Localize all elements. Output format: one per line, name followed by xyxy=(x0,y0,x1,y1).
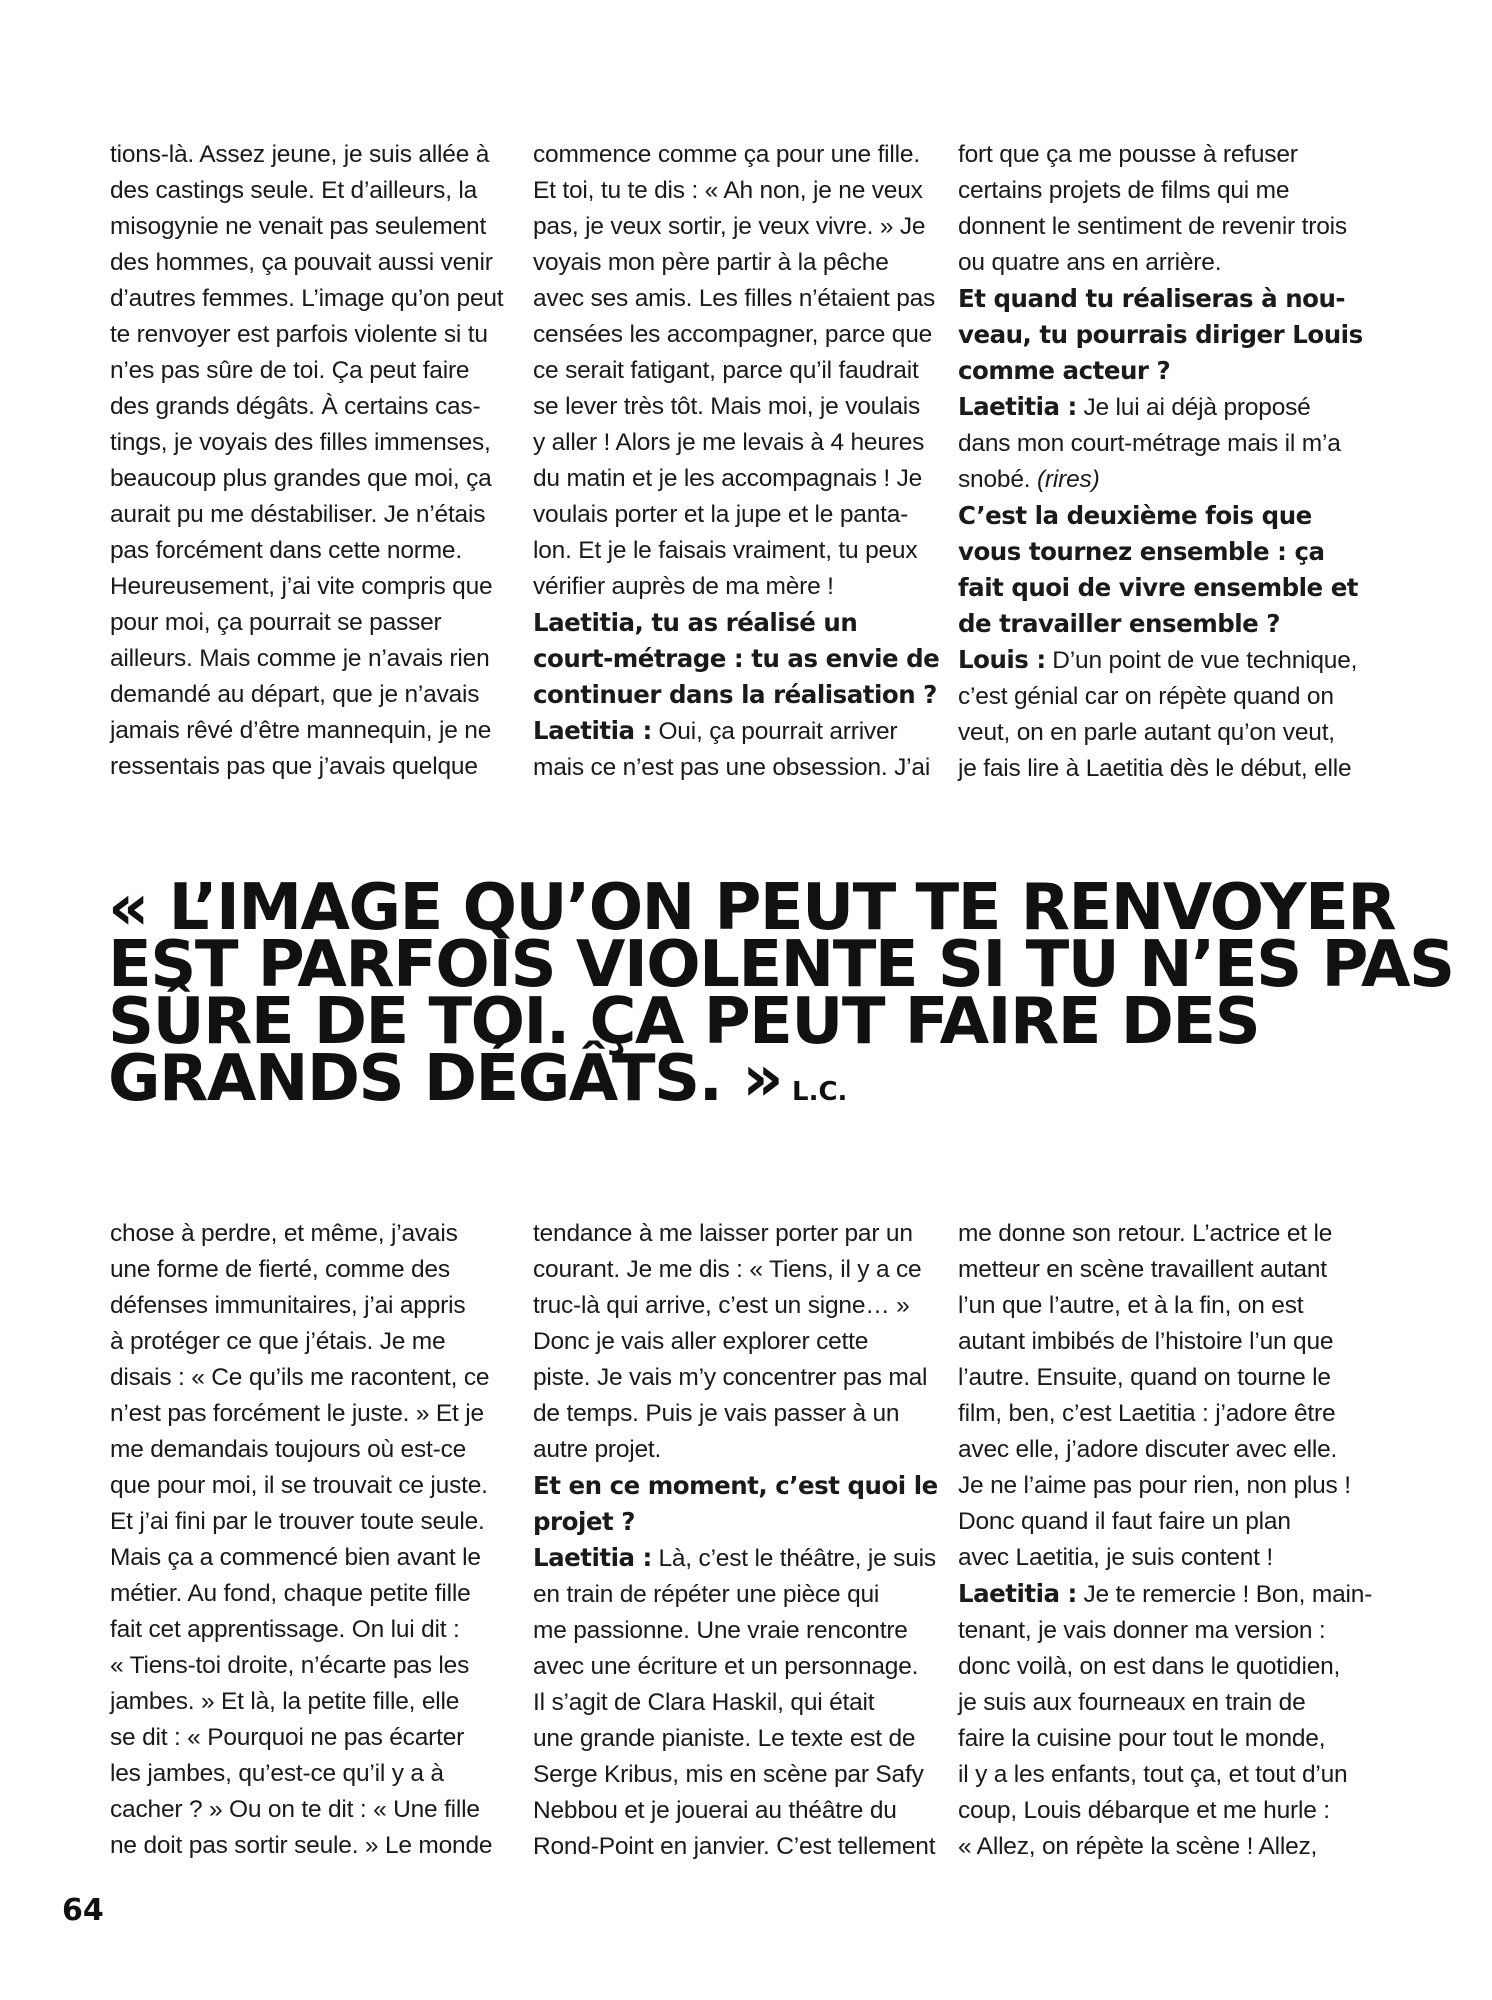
text-line: « Allez, on répète la scène ! Allez, xyxy=(958,1833,1318,1860)
text-line: cacher ? » Ou on te dit : « Une fille xyxy=(110,1796,480,1823)
text-line: ne doit pas sortir seule. » Le monde xyxy=(110,1832,493,1859)
text-line: Rond-Point en janvier. C’est tellement xyxy=(533,1833,936,1860)
text-line: me donne son retour. L’actrice et le xyxy=(958,1220,1333,1247)
text-line: ailleurs. Mais comme je n’avais rien xyxy=(110,645,490,672)
text-line: défenses immunitaires, j’ai appris xyxy=(110,1292,466,1319)
answer-line xyxy=(958,389,1358,426)
speaker-label: Laetitia : xyxy=(533,716,652,745)
answer-line xyxy=(958,462,1358,498)
text-line: se lever très tôt. Mais moi, je voulais xyxy=(533,393,921,420)
answer-text: Oui, ça pourrait arriver xyxy=(651,718,898,745)
interview-question: comme acteur ? xyxy=(958,356,1171,385)
text-line: tenant, je vais donner ma version : xyxy=(958,1617,1326,1644)
answer-text: Là, c’est le théâtre, je suis xyxy=(651,1545,936,1572)
speaker-label: Laetitia : xyxy=(958,1579,1077,1608)
text-line: autre projet. xyxy=(533,1436,662,1463)
text-line: te renvoyer est parfois violente si tu xyxy=(110,321,488,348)
text-line: c’est génial car on répète quand on xyxy=(958,683,1334,710)
text-line: Nebbou et je jouerai au théâtre du xyxy=(533,1797,897,1824)
aside-text: (rires) xyxy=(1036,466,1100,493)
text-line: vérifier auprès de ma mère ! xyxy=(533,573,834,600)
text-line: jamais rêvé d’être mannequin, je ne xyxy=(110,717,492,744)
text-line: n’es pas sûre de toi. Ça peut faire xyxy=(110,357,470,384)
text-line: « Tiens-toi droite, n’écarte pas les xyxy=(110,1652,470,1679)
text-line: me passionne. Une vraie rencontre xyxy=(533,1617,908,1644)
text-line: Et j’ai fini par le trouver toute seule. xyxy=(110,1508,485,1535)
text-line: avec ses amis. Les filles n’étaient pas xyxy=(533,285,936,312)
text-line: l’un que l’autre, et à la fin, on est xyxy=(958,1292,1304,1319)
interview-question: continuer dans la réalisation ? xyxy=(533,680,937,709)
answer-line xyxy=(533,1540,936,1577)
text-line: avec Laetitia, je suis content ! xyxy=(958,1544,1274,1571)
answer-line xyxy=(533,713,933,750)
text-line: tendance à me laisser porter par un xyxy=(533,1220,913,1247)
text-line: que pour moi, il se trouvait ce juste. xyxy=(110,1472,488,1499)
text-line: pour moi, ça pourrait se passer xyxy=(110,609,442,636)
text-line: une grande pianiste. Le texte est de xyxy=(533,1725,916,1752)
pull-quote-text: GRANDS DÉGÂTS. » xyxy=(108,1042,783,1116)
interview-question: court-métrage : tu as envie de xyxy=(533,644,940,673)
text-line: des grands dégâts. À certains cas- xyxy=(110,393,481,420)
text-line: ressentais pas que j’avais quelque xyxy=(110,753,478,780)
text-line: avec une écriture et un personnage. xyxy=(533,1653,919,1680)
column-3-top xyxy=(958,137,1363,787)
text-line: coup, Louis débarque et me hurle : xyxy=(958,1797,1330,1824)
column-2-top xyxy=(533,137,940,786)
text-line: voyais mon père partir à la pêche xyxy=(533,249,889,276)
interview-question: fait quoi de vivre ensemble et xyxy=(958,573,1359,602)
text-line: d’autres femmes. L’image qu’on peut xyxy=(110,285,504,312)
speaker-label: Laetitia : xyxy=(533,1543,652,1572)
text-line: du matin et je les accompagnais ! Je xyxy=(533,465,923,492)
text-line: en train de répéter une pièce qui xyxy=(533,1581,880,1608)
interview-question: Et quand tu réaliseras à nou- xyxy=(958,284,1346,313)
pull-quote-line xyxy=(108,1042,1388,1121)
text-line: ou quatre ans en arrière. xyxy=(958,249,1222,276)
text-line: y aller ! Alors je me levais à 4 heures xyxy=(533,429,925,456)
text-line: je fais lire à Laetitia dès le début, elle xyxy=(958,755,1352,782)
text-line: avec elle, j’adore discuter avec elle. xyxy=(958,1436,1338,1463)
text-line: autant imbibés de l’histoire l’un que xyxy=(958,1328,1334,1355)
text-line: des castings seule. Et d’ailleurs, la xyxy=(110,177,478,204)
text-line: commence comme ça pour une fille. xyxy=(533,141,920,168)
text-line: tings, je voyais des filles immenses, xyxy=(110,429,491,456)
text-line: Donc je vais aller explorer cette xyxy=(533,1328,869,1355)
text-line: courant. Je me dis : « Tiens, il y a ce xyxy=(533,1256,922,1283)
answer-line xyxy=(958,642,1358,679)
text-line: me demandais toujours où est-ce xyxy=(110,1436,467,1463)
column-1-top xyxy=(110,137,510,785)
text-line: n’est pas forcément le juste. » Et je xyxy=(110,1400,484,1427)
interview-question: de travailler ensemble ? xyxy=(958,609,1281,638)
text-line: pas forcément dans cette norme. xyxy=(110,537,462,564)
text-line: je suis aux fourneaux en train de xyxy=(958,1689,1306,1716)
text-line: truc-là qui arrive, c’est un signe… » xyxy=(533,1292,910,1319)
text-line: donnent le sentiment de revenir trois xyxy=(958,213,1347,240)
text-line: métier. Au fond, chaque petite fille xyxy=(110,1580,471,1607)
text-line: Je ne l’aime pas pour rien, non plus ! xyxy=(958,1472,1351,1499)
text-line: censées les accompagner, parce que xyxy=(533,321,933,348)
answer-line xyxy=(958,1576,1373,1613)
text-line: chose à perdre, et même, j’avais xyxy=(110,1220,458,1247)
speaker-label: Laetitia : xyxy=(958,392,1077,421)
text-line: de temps. Puis je vais passer à un xyxy=(533,1400,900,1427)
answer-text: snobé. xyxy=(958,466,1037,493)
text-line: voulais porter et la jupe et le panta- xyxy=(533,501,909,528)
text-line: veut, on en parle autant qu’on veut, xyxy=(958,719,1335,746)
interview-question: vous tournez ensemble : ça xyxy=(958,537,1325,566)
text-line: film, ben, c’est Laetitia : j’adore être xyxy=(958,1400,1336,1427)
text-line: il y a les enfants, tout ça, et tout d’un xyxy=(958,1761,1348,1788)
pull-quote-line: « L’IMAGE QU’ON PEUT TE RENVOYER xyxy=(108,871,1396,945)
interview-question: Laetitia, tu as réalisé un xyxy=(533,608,858,637)
text-line: à protéger ce que j’étais. Je me xyxy=(110,1328,446,1355)
text-line: misogynie ne venait pas seulement xyxy=(110,213,487,240)
interview-question: veau, tu pourrais diriger Louis xyxy=(958,320,1363,349)
pull-quote-line: EST PARFOIS VIOLENTE SI TU N’ES PAS xyxy=(108,928,1454,1002)
text-line: les jambes, qu’est-ce qu’il y a à xyxy=(110,1760,444,1787)
answer-text: D’un point de vue technique, xyxy=(1045,647,1358,674)
text-line: fait cet apprentissage. On lui dit : xyxy=(110,1616,460,1643)
text-line: certains projets de films qui me xyxy=(958,177,1290,204)
text-line: des hommes, ça pouvait aussi venir xyxy=(110,249,493,276)
text-line: mais ce n’est pas une obsession. J’ai xyxy=(533,754,931,781)
interview-question: C’est la deuxième fois que xyxy=(958,501,1312,530)
text-line: aurait pu me déstabiliser. Je n’étais xyxy=(110,501,486,528)
pull-quote xyxy=(108,871,1454,1121)
text-line: Serge Kribus, mis en scène par Safy xyxy=(533,1761,924,1788)
text-line: demandé au départ, que je n’avais xyxy=(110,681,480,708)
text-line: dans mon court-métrage mais il m’a xyxy=(958,430,1341,457)
text-line: Heureusement, j’ai vite compris que xyxy=(110,573,493,600)
text-line: Donc quand il faut faire un plan xyxy=(958,1508,1291,1535)
text-line: beaucoup plus grandes que moi, ça xyxy=(110,465,492,492)
text-line: pas, je veux sortir, je veux vivre. » Je xyxy=(533,213,926,240)
interview-question: Et en ce moment, c’est quoi le xyxy=(533,1471,938,1500)
text-line: fort que ça me pousse à refuser xyxy=(958,141,1298,168)
text-line: se dit : « Pourquoi ne pas écarter xyxy=(110,1724,465,1751)
text-line: ce serait fatigant, parce qu’il faudrait xyxy=(533,357,919,384)
page-number: 64 xyxy=(62,1893,104,1928)
pull-quote-author: L.C. xyxy=(792,1077,848,1107)
text-line: lon. Et je le faisais vraiment, tu peux xyxy=(533,537,918,564)
text-line: Mais ça a commencé bien avant le xyxy=(110,1544,481,1571)
text-line: disais : « Ce qu’ils me racontent, ce xyxy=(110,1364,490,1391)
interview-question: projet ? xyxy=(533,1507,635,1536)
answer-text: Je te remercie ! Bon, main- xyxy=(1076,1581,1373,1608)
pull-quote-line: SÛRE DE TOI. ÇA PEUT FAIRE DES xyxy=(108,985,1260,1059)
text-line: l’autre. Ensuite, quand on tourne le xyxy=(958,1364,1331,1391)
speaker-label: Louis : xyxy=(958,645,1046,674)
text-line: faire la cuisine pour tout le monde, xyxy=(958,1725,1326,1752)
column-3-bottom xyxy=(958,1216,1373,1865)
text-line: Et toi, tu te dis : « Ah non, je ne veux xyxy=(533,177,923,204)
column-1-bottom xyxy=(110,1216,510,1864)
text-line: tions-là. Assez jeune, je suis allée à xyxy=(110,141,490,168)
text-line: une forme de fierté, comme des xyxy=(110,1256,450,1283)
text-line: piste. Je vais m’y concentrer pas mal xyxy=(533,1364,928,1391)
text-line: metteur en scène travaillent autant xyxy=(958,1256,1327,1283)
column-2-bottom xyxy=(533,1216,938,1865)
text-line: Il s’agit de Clara Haskil, qui était xyxy=(533,1689,875,1716)
text-line: jambes. » Et là, la petite fille, elle xyxy=(110,1688,460,1715)
answer-text: Je lui ai déjà proposé xyxy=(1076,394,1311,421)
text-line: donc voilà, on est dans le quotidien, xyxy=(958,1653,1341,1680)
